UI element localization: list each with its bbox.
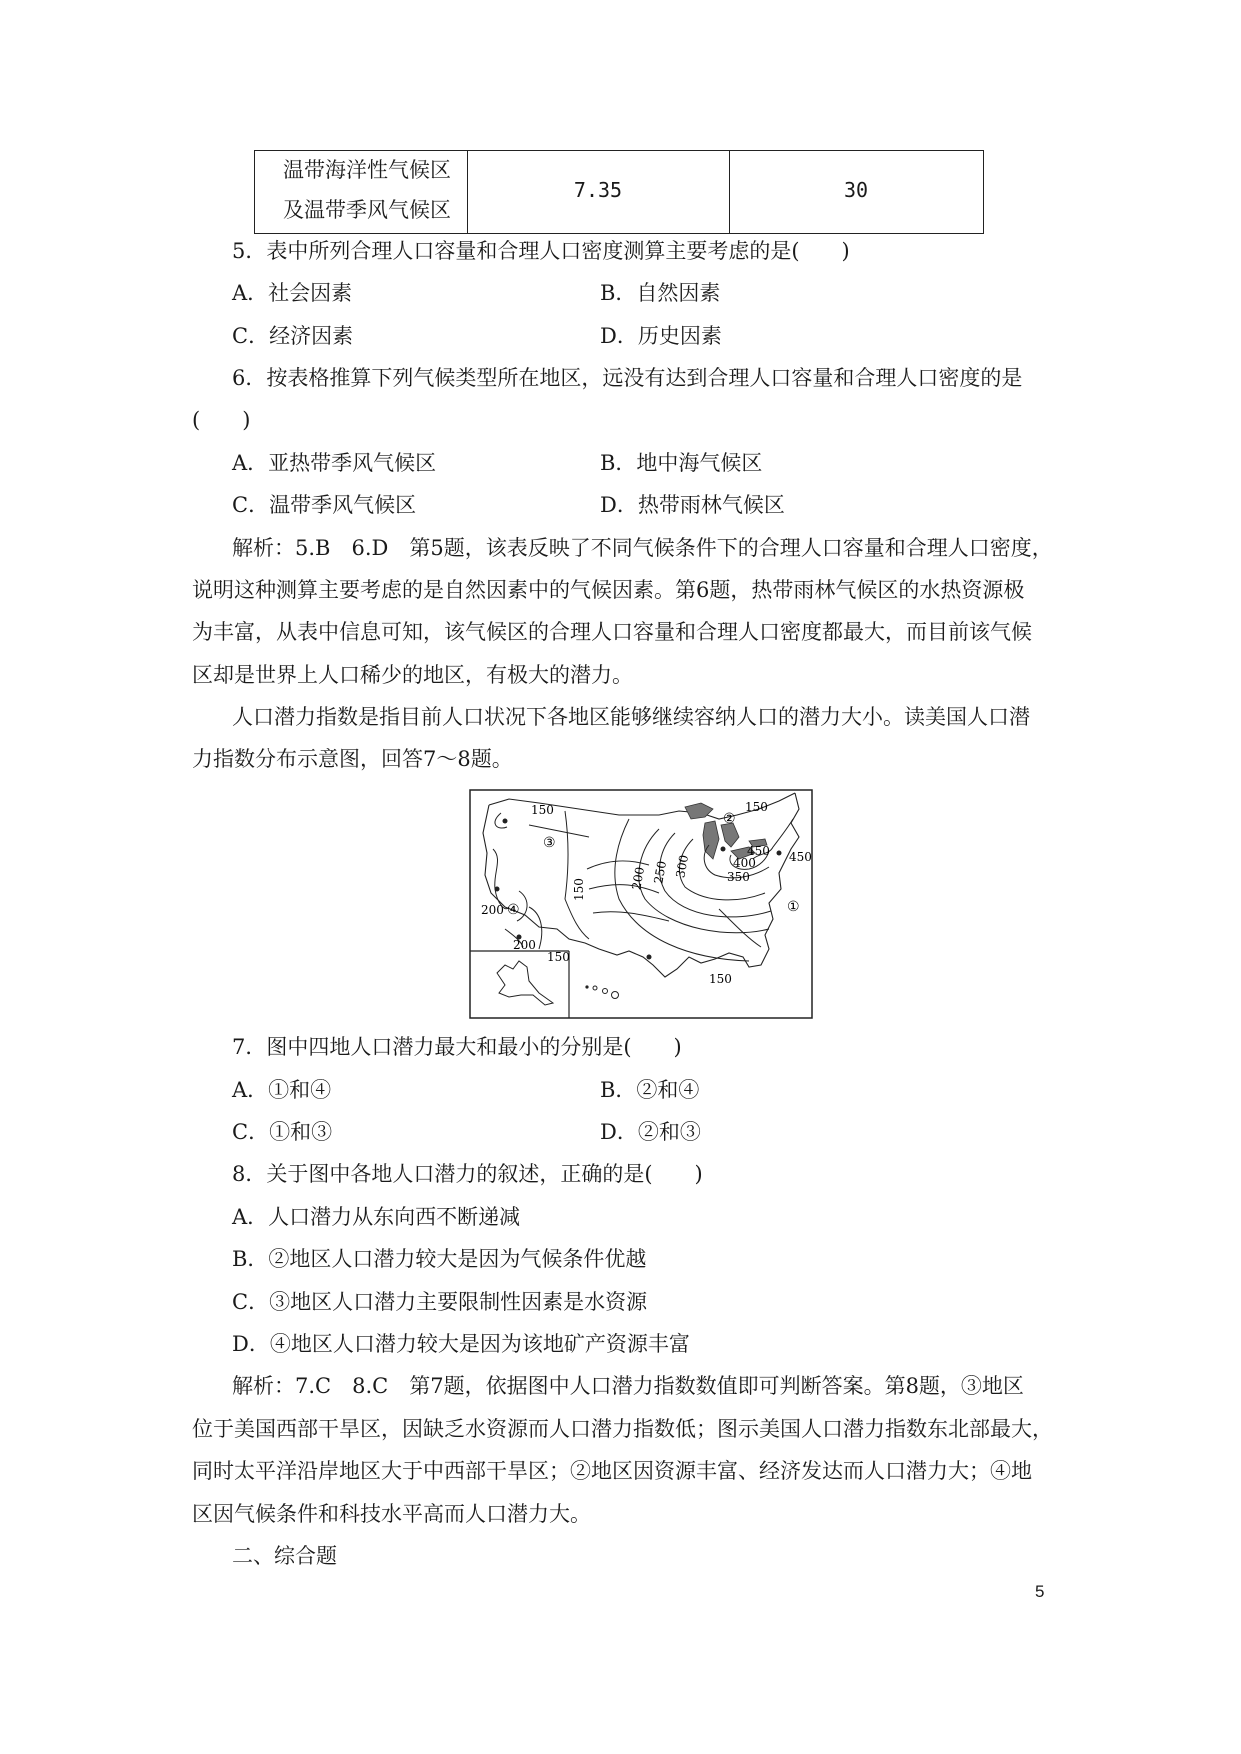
map-marker-3: ③	[543, 835, 556, 851]
q8-option-a: A．人口潜力从东向西不断递减	[232, 1205, 521, 1229]
map-label-200-sw: 200	[513, 938, 536, 952]
analysis1-line1: 解析：5.B 6.D 第5题，该表反映了不同气候条件下的合理人口容量和合理人口密度，	[232, 536, 1053, 560]
map-label-300: 300	[673, 853, 692, 879]
map-label-450-b: 450	[789, 850, 812, 864]
q5-option-a: A．社会因素	[232, 281, 353, 305]
q7-stem: 7．图中四地人口潜力最大和最小的分别是( )	[232, 1035, 682, 1059]
q7-option-b: B．②和④	[600, 1078, 700, 1102]
q6-option-a: A．亚热带季风气候区	[232, 451, 437, 475]
analysis1-line3: 为丰富，从表中信息可知，该气候区的合理人口容量和合理人口密度都最大，而目前该气候	[192, 620, 1032, 644]
q5-option-b: B．自然因素	[600, 281, 721, 305]
analysis2-line2: 位于美国西部干旱区，因缺乏水资源而人口潜力指数低；图示美国人口潜力指数东北部最大，	[192, 1417, 1053, 1441]
map-label-150-ne: 150	[745, 800, 768, 814]
map-label-200: 200	[629, 865, 648, 891]
table-cell-density	[729, 151, 983, 233]
q7-option-c: C．①和③	[232, 1120, 333, 1144]
map-label-400: 400	[733, 856, 756, 870]
table-cell-capacity	[467, 151, 730, 233]
q6-option-b: B．地中海气候区	[600, 451, 763, 475]
q5-option-d: D．历史因素	[600, 324, 722, 348]
q8-option-c: C．③地区人口潜力主要限制性因素是水资源	[232, 1290, 648, 1314]
analysis2-line1: 解析：7.C 8.C 第7题，依据图中人口潜力指数数值即可判断答案。第8题，③地区	[232, 1374, 1024, 1398]
map-marker-1: ①	[787, 899, 800, 915]
q6-option-c: C．温带季风气候区	[232, 493, 417, 517]
table-cell-climate	[255, 151, 468, 233]
map-label-350: 350	[727, 870, 750, 884]
climate-line-2: 及温带季风气候区	[283, 198, 451, 222]
q5-option-c: C．经济因素	[232, 324, 354, 348]
analysis1-line4: 区却是世界上人口稀少的地区，有极大的潜力。	[192, 663, 633, 687]
density-value: 30	[843, 178, 869, 202]
section-heading: 二、综合题	[232, 1544, 337, 1568]
page-number: 5	[1035, 1582, 1045, 1601]
q8-option-d: D．④地区人口潜力较大是因为该地矿产资源丰富	[232, 1332, 690, 1356]
q7-option-d: D．②和③	[600, 1120, 701, 1144]
q7-option-a: A．①和④	[232, 1078, 332, 1102]
q5-stem: 5．表中所列合理人口容量和合理人口密度测算主要考虑的是( )	[232, 239, 850, 263]
climate-line-1: 温带海洋性气候区	[283, 158, 451, 182]
q8-stem: 8．关于图中各地人口潜力的叙述，正确的是( )	[232, 1162, 703, 1186]
map-label-200-west: 200	[481, 903, 504, 917]
intro-line2: 力指数分布示意图，回答7～8题。	[192, 747, 513, 771]
q6-stem-line1: 6．按表格推算下列气候类型所在地区，远没有达到合理人口容量和合理人口密度的是	[232, 366, 1023, 390]
analysis2-line4: 区因气候条件和科技水平高而人口潜力大。	[192, 1502, 591, 1526]
q6-stem-line2: ( )	[192, 408, 251, 432]
climate-table	[254, 150, 984, 234]
map-label-150-south: 150	[709, 972, 732, 986]
analysis2-line3: 同时太平洋沿岸地区大于中西部干旱区；②地区因资源丰富、经济发达而人口潜力大；④地	[192, 1459, 1032, 1483]
map-label-150-west: 150	[572, 878, 586, 901]
map-marker-4: ④	[507, 902, 520, 918]
intro-line1: 人口潜力指数是指目前人口状况下各地区能够继续容纳人口的潜力大小。读美国人口潜	[232, 705, 1030, 729]
us-population-potential-map	[469, 789, 813, 1019]
capacity-value: 7.35	[573, 178, 623, 202]
map-label-250: 250	[651, 859, 670, 885]
analysis1-line2: 说明这种测算主要考虑的是自然因素中的气候因素。第6题，热带雨林气候区的水热资源极	[192, 578, 1025, 602]
map-marker-2: ②	[723, 811, 736, 827]
q6-option-d: D．热带雨林气候区	[600, 493, 785, 517]
map-label-150-nw: 150	[531, 803, 554, 817]
map-label-150-sw: 150	[547, 950, 570, 964]
map-label-450-a: 450	[747, 844, 770, 858]
q8-option-b: B．②地区人口潜力较大是因为气候条件优越	[232, 1247, 647, 1271]
